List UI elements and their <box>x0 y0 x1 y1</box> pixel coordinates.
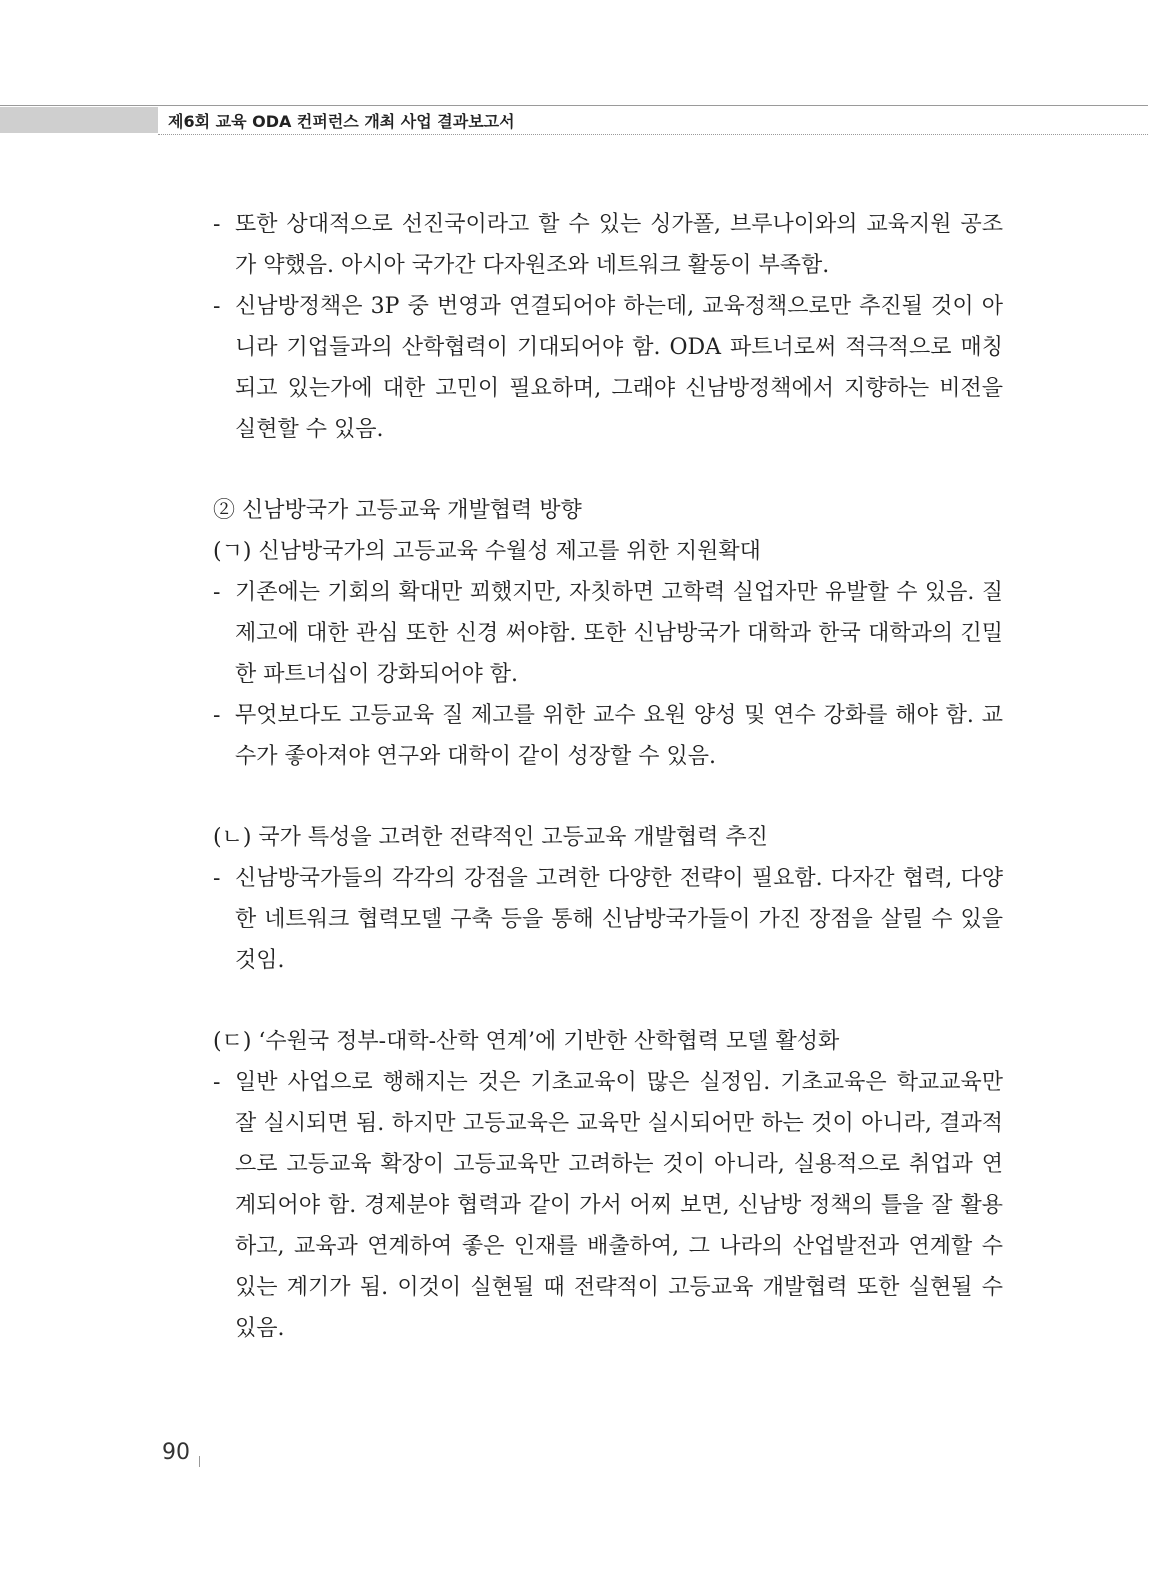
bullet-text: 또한 상대적으로 선진국이라고 할 수 있는 싱가폴, 브루나이와의 교육지원 공조가 약했음. 아시아 국가간 다자원조와 네트워크 활동이 부족함. <box>235 212 1003 278</box>
bullet-text: 무엇보다도 고등교육 질 제고를 위한 교수 요원 양성 및 연수 강화를 해야 함. 교수가 좋아져야 연구와 대학이 같이 성장할 수 있음. <box>235 703 1003 769</box>
bullet-text: 신남방정책은 3P 중 번영과 연결되어야 하는데, 교육정책으로만 추진될 것이 아니라 기업들과의 산학협력이 기대되어야 함. ODA 파트너로써 적극적으로 매칭되고 있는가에 대한 고민이 필요하며, 그래야 신남방정책에서 지향하는 비전을 실현할 수 있음. <box>235 294 1003 442</box>
bullet-text: 일반 사업으로 행해지는 것은 기초교육이 많은 실정임. 기초교육은 학교교육만 잘 실시되면 됨. 하지만 고등교육은 교육만 실시되어만 하는 것이 아니라, 결과적으로 고등교육 확장이 고등교육만 고려하는 것이 아니라, 실용적으로 취업과 연계되어야 함. 경제분야 협력과 같이 가서 어찌 보면, 신남방 정책의 틀을 잘 활용하고, 교육과 연계하여 좋은 인재를 배출하여, 그 나라의 산업발전과 연계할 수 있는 계기가 됨. 이것이 실현될 때 전략적이 고등교육 개발협력 또한 실현될 수 있음. <box>235 1070 1003 1341</box>
bullet-text: 기존에는 기회의 확대만 꾀했지만, 자칫하면 고학력 실업자만 유발할 수 있음. 질 제고에 대한 관심 또한 신경 써야함. 또한 신남방국가 대학과 한국 대학과의 긴밀한 파트너십이 강화되어야 함. <box>235 580 1003 687</box>
bullet-dash: - <box>213 294 221 319</box>
subsection-heading: (ㄷ) ‘수원국 정부-대학-산학 연계’에 기반한 산학협력 모델 활성화 <box>213 1029 840 1054</box>
bullet-item <box>213 858 1003 981</box>
header-rule <box>0 105 1148 106</box>
section-heading: ② 신남방국가 고등교육 개발협력 방향 <box>213 498 582 523</box>
bullet-item <box>213 695 1003 777</box>
bullet-dash: - <box>213 212 221 237</box>
bullet-item <box>213 204 1003 286</box>
bullet-dash: - <box>213 580 221 605</box>
bullet-item <box>213 1062 1003 1349</box>
subsection-heading: (ㄱ) 신남방국가의 고등교육 수월성 제고를 위한 지원확대 <box>213 539 761 564</box>
section-gap <box>213 777 1003 817</box>
bullet-item <box>213 572 1003 695</box>
body-content <box>213 204 1003 1349</box>
header-title: 제6회 교육 ODA 컨퍼런스 개최 사업 결과보고서 <box>168 112 515 131</box>
bullet-text: 신남방국가들의 각각의 강점을 고려한 다양한 전략이 필요함. 다자간 협력, 다양한 네트워크 협력모델 구축 등을 통해 신남방국가들이 가진 장점을 살릴 수 있을 것임. <box>235 866 1003 973</box>
header-dotted-rule <box>158 134 1148 135</box>
bullet-dash: - <box>213 866 221 891</box>
page-number-divider <box>199 1456 200 1467</box>
bullet-dash: - <box>213 1070 221 1095</box>
bullet-dash: - <box>213 703 221 728</box>
bullet-item <box>213 286 1003 450</box>
running-header <box>0 105 1148 135</box>
header-gray-tab <box>0 107 158 133</box>
subsection-heading: (ㄴ) 국가 특성을 고려한 전략적인 고등교육 개발협력 추진 <box>213 825 768 850</box>
section-gap <box>213 450 1003 490</box>
section-gap <box>213 981 1003 1021</box>
page-number: 90 <box>162 1440 190 1465</box>
